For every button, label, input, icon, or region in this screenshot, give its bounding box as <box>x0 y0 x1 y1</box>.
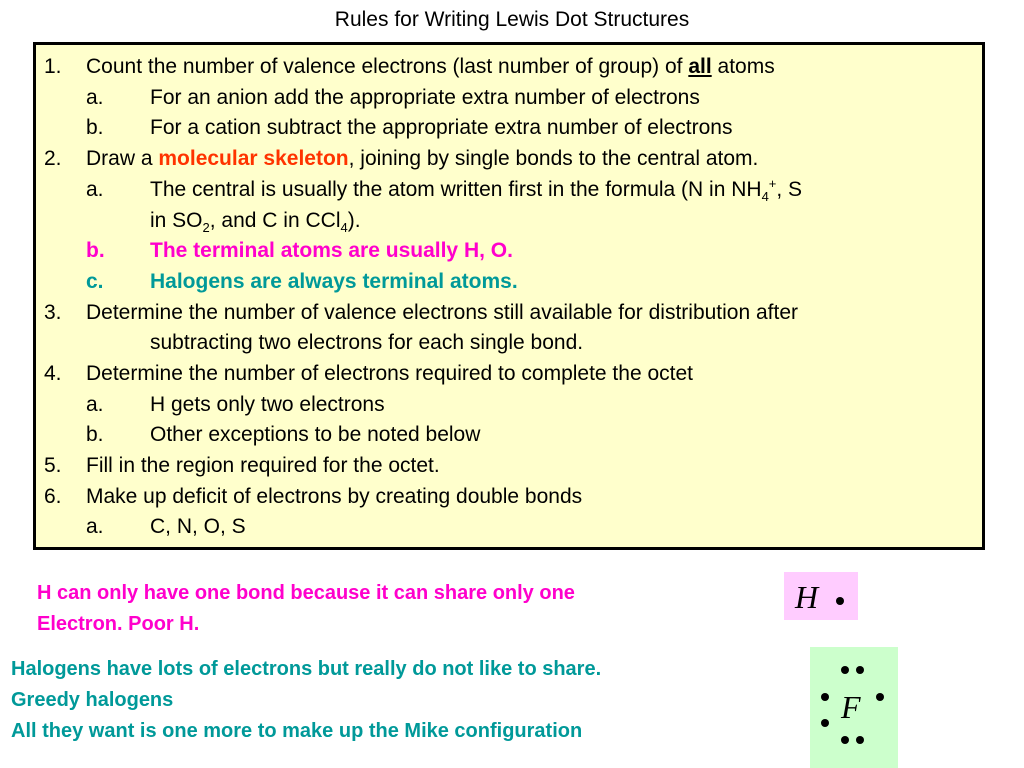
sub-letter: c. <box>86 270 104 293</box>
rule-number: 2. <box>44 147 62 170</box>
sub-text: H gets only two electrons <box>150 393 385 416</box>
electron-dot <box>836 597 844 605</box>
electron-dot <box>841 666 849 674</box>
rule-text: subtracting two electrons for each single bond. <box>150 331 584 354</box>
fluorine-symbol: F <box>841 689 861 725</box>
rule-text: Draw a molecular skeleton, joining by single bonds to the central atom. <box>86 147 759 170</box>
emphasis-all: all <box>688 55 712 78</box>
sub-letter: a. <box>86 178 104 201</box>
rule-number: 5. <box>44 454 62 477</box>
hydrogen-symbol: H <box>795 579 819 615</box>
halogen-note-line: Greedy halogens <box>11 689 174 711</box>
rule-text: Count the number of valence electrons (last number of group) of all atoms <box>86 55 775 78</box>
sub-text: in $SO_2$, and C in CCl$_4$). <box>150 209 361 236</box>
sub-letter: a. <box>86 515 104 538</box>
sub-letter: b. <box>86 239 105 262</box>
emphasis-molecular-skeleton: molecular skeleton <box>158 147 349 170</box>
sub-letter: b. <box>86 116 104 139</box>
sub-text: Other exceptions to be noted below <box>150 423 481 446</box>
hydrogen-lewis-structure <box>784 572 858 620</box>
sub-letter: a. <box>86 393 104 416</box>
rule-text: Make up deficit of electrons by creating double bonds <box>86 485 583 508</box>
rule-text: Determine the number of electrons required to complete the octet <box>86 362 693 385</box>
halogen-note-line: Halogens have lots of electrons but really do not like to share. <box>11 658 602 680</box>
electron-dot <box>876 693 884 701</box>
rules-box <box>33 42 985 550</box>
hydrogen-note-line: Electron. Poor H. <box>37 613 200 635</box>
rule-number: 1. <box>44 55 62 78</box>
electron-dot <box>821 693 829 701</box>
sub-letter: b. <box>86 423 104 446</box>
sub-text: The central is usually the atom written first in the formula (N in $NH_4^+$, S <box>150 176 803 205</box>
sub-letter: a. <box>86 86 104 109</box>
sub-text: C, N, O, S <box>150 515 246 538</box>
rule-number: 4. <box>44 362 62 385</box>
sub-text: For an anion add the appropriate extra number of electrons <box>150 86 700 109</box>
sub-text: For a cation subtract the appropriate extra number of electrons <box>150 116 733 139</box>
rule-number: 3. <box>44 301 62 324</box>
electron-dot <box>856 666 864 674</box>
electron-dot <box>856 736 864 744</box>
rule-text: Fill in the region required for the octet. <box>86 454 440 477</box>
rule-number: 6. <box>44 485 62 508</box>
hydrogen-note <box>37 578 575 640</box>
fluorine-lewis-structure <box>810 647 898 768</box>
electron-dot <box>841 736 849 744</box>
hydrogen-note-line: H can only have one bond because it can share only one <box>37 582 575 604</box>
electron-dot <box>821 719 829 727</box>
rule-text: Determine the number of valence electrons still available for distribution after <box>86 301 799 324</box>
halogen-note <box>11 654 601 747</box>
sub-text: Halogens are always terminal atoms. <box>150 270 518 293</box>
sub-text: The terminal atoms are usually H, O. <box>150 239 513 262</box>
halogen-note-line: All they want is one more to make up the Mike configuration <box>11 720 583 742</box>
page-title: Rules for Writing Lewis Dot Structures <box>334 8 690 31</box>
